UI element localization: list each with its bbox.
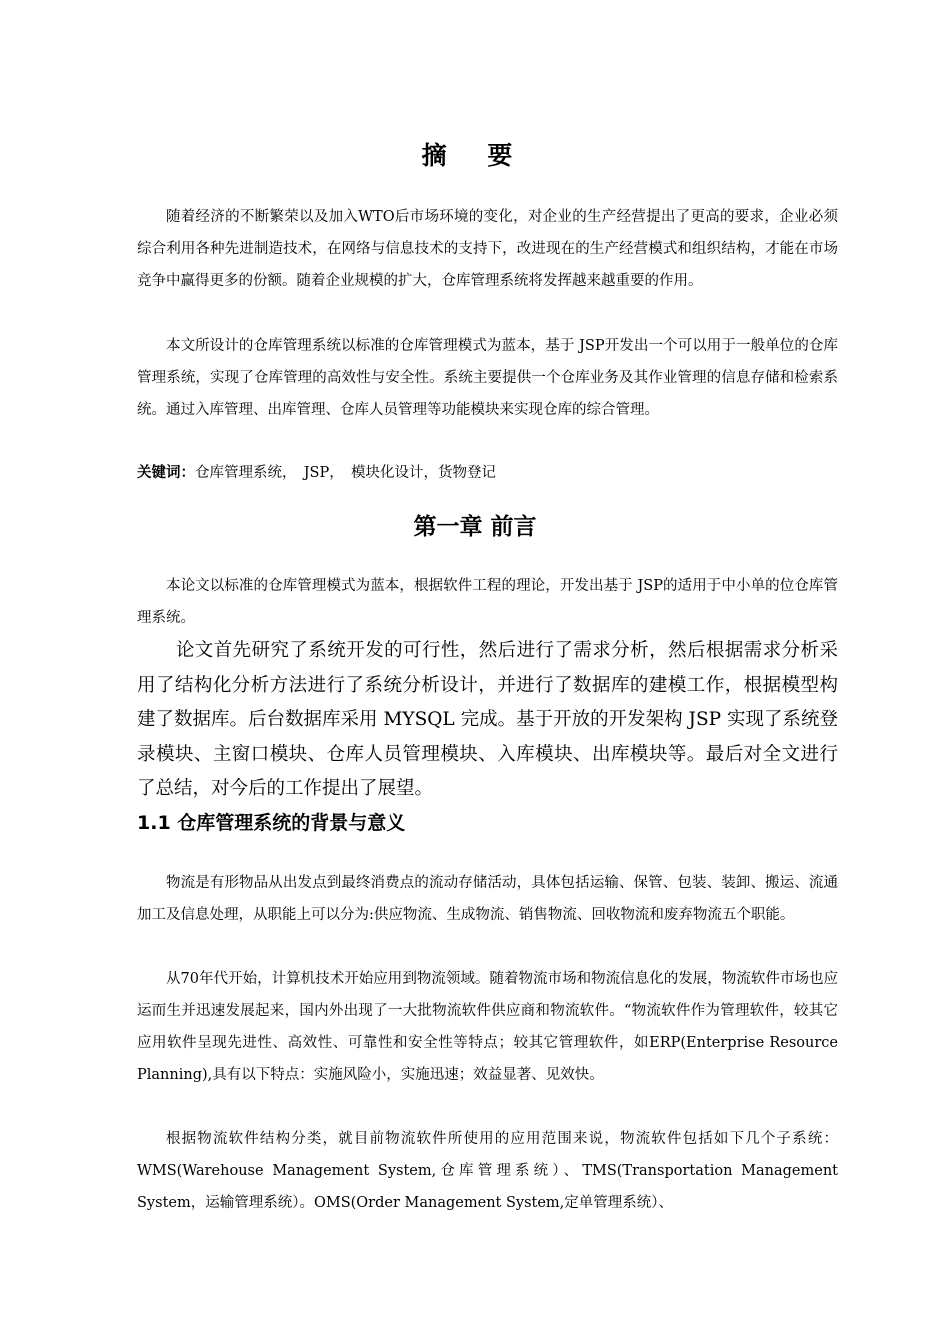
section-paragraph-1: 物流是有形物品从出发点到最终消费点的流动存储活动，具体包括运输、保管、包装、装卸、搬运、流通加工及信息处理，从职能上可以分为:供应物流、生成物流、销售物流、回收物流和废弃物流五个职能。 <box>137 875 838 923</box>
chapter-paragraph-1: 本论文以标准的仓库管理模式为蓝本，根据软件工程的理论，开发出基于 JSP的适用于中小单的位仓库管理系统。 <box>137 578 838 626</box>
chapter-paragraph-2: 论文首先研究了系统开发的可行性，然后进行了需求分析，然后根据需求分析采用了结构化分析方法进行了系统分析设计，并进行了数据库的建模工作，根据模型构建了数据库。后台数据库采用 MYSQL 完成。基于开放的开发架构 JSP 实现了系统登录模块、主窗口模块、仓库人员管理模块、入库模块、出库模块等。最后对全文进行了总结，对今后的工作提出了展望。 <box>137 640 838 799</box>
chapter-title: 第一章 前言 <box>413 514 537 540</box>
abstract-title: 摘 要 <box>421 141 529 170</box>
keywords-label: 关键词： <box>137 465 195 481</box>
abstract-paragraph-2: 本文所设计的仓库管理系统以标准的仓库管理模式为蓝本，基于 JSP开发出一个可以用于一般单位的仓库管理系统，实现了仓库管理的高效性与安全性。系统主要提供一个仓库业务及其作业管理的信息存储和检索系统。通过入库管理、出库管理、仓库人员管理等功能模块来实现仓库的综合管理。 <box>137 338 838 418</box>
abstract-paragraph-1: 随着经济的不断繁荣以及加入WTO后市场环境的变化，对企业的生产经营提出了更高的要求，企业必须综合利用各种先进制造技术，在网络与信息技术的支持下，改进现在的生产经营模式和组织结构，才能在市场竞争中赢得更多的份额。随着企业规模的扩大，仓库管理系统将发挥越来越重要的作用。 <box>137 209 838 289</box>
keywords-line <box>137 458 838 488</box>
section-paragraph-3: 根据物流软件结构分类，就目前物流软件所使用的应用范围来说，物流软件包括如下几个子系统：WMS(Warehouse Management System,仓库管理系统）、TMS(Transportation Management System，运输管理系统）。OMS(Order Management System,定单管理系统）、 <box>137 1131 838 1211</box>
keywords-text: 仓库管理系统， JSP， 模块化设计，货物登记 <box>195 465 497 481</box>
section-paragraph-2: 从70年代开始，计算机技术开始应用到物流领域。随着物流市场和物流信息化的发展，物流软件市场也应运而生并迅速发展起来，国内外出现了一大批物流软件供应商和物流软件。“物流软件作为管理软件，较其它应用软件呈现先进性、高效性、可靠性和安全性等特点；较其它管理软件，如ERP(Enterprise Resource Planning),具有以下特点：实施风险小，实施迅速；效益显著、见效快。 <box>137 971 838 1083</box>
section-title: 1.1 仓库管理系统的背景与意义 <box>137 812 406 834</box>
